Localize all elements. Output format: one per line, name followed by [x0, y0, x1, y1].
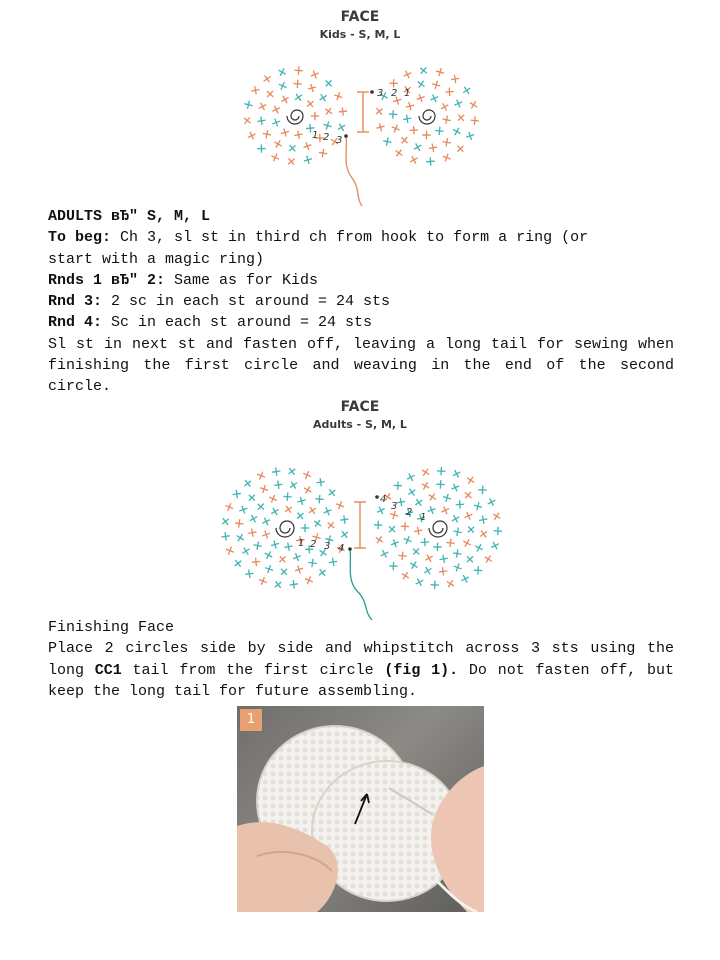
- fasten-off-paragraph: Sl st in next st and fasten off, leaving a long tail for sewing when finishing the first circle and weaving in the end of the second circle.: [48, 335, 674, 396]
- stitch-mark: [389, 79, 398, 88]
- stitch-mark: [270, 152, 281, 163]
- stitch-mark: [245, 569, 254, 578]
- stitch-mark: [234, 532, 246, 544]
- stitch-mark: [478, 515, 488, 525]
- stitch-mark: [259, 484, 270, 495]
- stitch-mark: [301, 524, 309, 532]
- stitch-mark: [405, 101, 415, 111]
- stitch-mark: [382, 137, 392, 147]
- kids-label-left-2: 2: [323, 132, 330, 143]
- stitch-mark: [316, 567, 328, 579]
- rnd-4-line: Rnd 4: Sc in each st around = 24 sts: [48, 314, 373, 332]
- stitch-mark: [251, 557, 260, 566]
- stitch-mark: [470, 116, 479, 125]
- stitch-mark: [255, 501, 267, 513]
- stitch-mark: [316, 477, 325, 486]
- stitch-mark: [420, 538, 429, 547]
- kids-label-left-1: 1: [312, 130, 319, 141]
- stitch-mark: [274, 480, 283, 489]
- stitch-mark: [267, 493, 278, 504]
- stitch-mark: [294, 564, 305, 575]
- stitch-mark: [393, 147, 405, 159]
- stitch-mark: [296, 496, 306, 506]
- stitch-mark: [462, 489, 474, 501]
- stitch-mark: [437, 467, 446, 476]
- stitch-mark: [322, 506, 333, 517]
- kids-label-right-2: 2: [391, 88, 398, 99]
- stitch-mark: [270, 539, 280, 549]
- finishing-paragraph: Place 2 circles side by side and whipstitch across 3 sts using the long CC1 tail from the first circle (fig 1). Do not fasten off, but keep the long tail for future assembling.: [48, 640, 674, 700]
- stitch-mark: [438, 567, 447, 576]
- kids-label-right-1: 1: [404, 88, 411, 99]
- adults-heading: ADULTS вЂ" S, M, L: [48, 208, 211, 225]
- stitch-mark: [412, 141, 423, 152]
- stitch-mark: [379, 548, 390, 559]
- stitch-mark: [445, 87, 454, 96]
- stitch-mark: [415, 78, 427, 90]
- stitch-mark: [386, 523, 398, 535]
- stitch-mark: [428, 143, 438, 153]
- stitch-mark: [399, 134, 411, 146]
- stitch-mark: [463, 510, 474, 521]
- finishing-heading: Finishing Face: [48, 619, 175, 636]
- stitch-mark: [375, 505, 386, 516]
- stitch-mark: [286, 142, 298, 154]
- stitch-mark: [256, 470, 267, 481]
- stitch-mark: [303, 575, 314, 586]
- kids-label-left-3: 3: [336, 135, 343, 146]
- stitch-mark: [461, 537, 472, 548]
- stitch-mark: [451, 468, 462, 479]
- adults-face-diagram: [200, 452, 520, 622]
- stitch-mark: [276, 66, 287, 77]
- stitch-mark: [455, 500, 464, 509]
- stitch-mark: [461, 85, 473, 97]
- stitch-mark: [322, 120, 332, 130]
- stitch-mark: [396, 497, 406, 507]
- stitch-mark: [415, 93, 426, 104]
- stitch-mark: [468, 99, 480, 111]
- stitch-mark: [439, 101, 450, 112]
- stitch-mark: [482, 553, 494, 565]
- stitch-mark: [375, 122, 385, 132]
- stitch-mark: [389, 562, 398, 571]
- stitch-mark: [277, 80, 288, 91]
- stitch-mark: [269, 506, 280, 517]
- stitch-mark: [242, 478, 254, 490]
- stitch-mark: [373, 534, 385, 546]
- adults-label-left-1: 1: [298, 538, 305, 549]
- stitch-mark: [303, 155, 313, 165]
- stitch-mark: [304, 98, 316, 110]
- to-beg-line-2: start with a magic ring): [48, 250, 265, 268]
- stitch-mark: [455, 112, 467, 124]
- stitch-mark: [390, 538, 401, 549]
- stitch-mark: [426, 157, 435, 166]
- stitch-mark: [422, 565, 434, 577]
- stitch-mark: [263, 549, 274, 560]
- stitch-mark: [460, 573, 471, 584]
- stitch-mark: [286, 466, 298, 478]
- kids-right-spiral: [419, 110, 435, 124]
- adults-diagram-title: FACE: [340, 399, 380, 415]
- adults-stitch-marks: [220, 466, 503, 591]
- stitch-mark: [402, 114, 412, 124]
- stitch-mark: [325, 519, 337, 531]
- stitch-mark: [473, 542, 484, 553]
- stitch-mark: [323, 105, 335, 117]
- stitch-mark: [390, 123, 401, 134]
- stitch-mark: [257, 576, 268, 587]
- stitch-mark: [442, 493, 452, 503]
- stitch-mark: [261, 529, 272, 540]
- stitch-mark: [441, 152, 452, 163]
- rnd-3-line: Rnd 3: 2 sc in each st around = 24 sts: [48, 293, 391, 311]
- kids-stitch-marks: [241, 65, 479, 168]
- stitch-mark: [399, 570, 411, 582]
- stitch-mark: [414, 577, 425, 588]
- adults-label-right-1: 1: [420, 512, 427, 523]
- stitch-mark: [315, 495, 324, 504]
- stitch-mark: [453, 98, 464, 109]
- stitch-mark: [431, 80, 441, 90]
- stitch-mark: [413, 497, 425, 509]
- stitch-mark: [294, 510, 306, 522]
- stitch-mark: [285, 156, 297, 168]
- stitch-mark: [408, 559, 420, 571]
- stitch-mark: [433, 543, 442, 552]
- stitch-mark: [278, 566, 290, 578]
- figure-1-photo: [237, 706, 484, 912]
- stitch-mark: [333, 91, 344, 102]
- stitch-mark: [294, 130, 304, 140]
- stitch-mark: [264, 564, 275, 575]
- stitch-mark: [439, 554, 449, 564]
- to-beg-line-1: To beg: Ch 3, sl st in third ch from hook to form a ring (or: [48, 229, 589, 247]
- stitch-mark: [283, 503, 295, 515]
- stitch-mark: [283, 492, 292, 501]
- kids-face-diagram: [230, 50, 500, 210]
- stitch-mark: [271, 117, 282, 128]
- stitch-mark: [413, 526, 423, 536]
- stitch-mark: [409, 126, 418, 135]
- adults-label-left-3: 3: [324, 541, 331, 552]
- adults-instructions: [48, 206, 674, 398]
- stitch-mark: [335, 500, 346, 511]
- photo-illustration: [237, 706, 484, 912]
- stitch-mark: [271, 467, 280, 476]
- stitch-mark: [243, 100, 253, 110]
- stitch-mark: [338, 107, 347, 116]
- adults-tail-yarn: [350, 549, 372, 620]
- stitch-mark: [389, 110, 398, 119]
- stitch-mark: [440, 505, 451, 516]
- stitch-mark: [402, 69, 413, 80]
- stitch-mark: [465, 524, 477, 536]
- adults-label-left-2: 2: [310, 539, 317, 550]
- stitch-mark: [224, 502, 235, 513]
- stitch-mark: [221, 532, 230, 541]
- stitch-mark: [429, 93, 440, 104]
- stitch-mark: [451, 126, 462, 137]
- stitch-mark: [373, 105, 385, 117]
- stitch-mark: [224, 545, 235, 556]
- stitch-mark: [220, 516, 232, 528]
- stitch-mark: [473, 501, 483, 511]
- stitch-mark: [489, 540, 500, 551]
- stitch-mark: [246, 492, 258, 504]
- stitch-mark: [420, 466, 432, 478]
- stitch-mark: [442, 115, 452, 125]
- stitch-mark: [464, 553, 476, 565]
- stitch-mark: [284, 542, 294, 552]
- stitch-mark: [317, 92, 329, 104]
- stitch-mark: [435, 126, 444, 135]
- stitch-mark: [293, 91, 305, 103]
- stitch-mark: [465, 474, 477, 486]
- stitch-mark: [288, 479, 300, 491]
- stitch-mark: [232, 558, 244, 570]
- stitch-mark: [478, 485, 487, 494]
- stitch-mark: [442, 137, 452, 147]
- stitch-mark: [279, 94, 290, 105]
- stitch-mark: [454, 143, 466, 155]
- stitch-mark: [253, 541, 263, 551]
- stitch-mark: [232, 489, 241, 498]
- stitch-mark: [309, 69, 320, 80]
- stitch-mark: [240, 545, 252, 557]
- stitch-mark: [326, 487, 338, 499]
- stitch-mark: [272, 138, 283, 149]
- stitch-mark: [328, 557, 337, 566]
- stitch-mark: [422, 131, 431, 140]
- stitch-mark: [264, 88, 276, 100]
- stitch-mark: [401, 522, 410, 531]
- stitch-mark: [311, 112, 319, 120]
- stitch-mark: [293, 79, 302, 88]
- stitch-mark: [292, 552, 303, 563]
- stitch-mark: [406, 486, 418, 498]
- stitch-mark: [339, 529, 351, 541]
- stitch-mark: [493, 527, 502, 536]
- stitch-mark: [241, 115, 253, 127]
- stitch-mark: [450, 482, 461, 493]
- stitch-mark: [450, 74, 460, 84]
- stitch-mark: [323, 77, 335, 89]
- stitch-mark: [248, 528, 258, 538]
- stitch-mark: [238, 504, 249, 515]
- stitch-mark: [261, 516, 272, 527]
- adults-label-right-4: 4: [380, 494, 387, 505]
- stitch-mark: [393, 481, 402, 490]
- adults-diagram-subtitle: Adults - S, M, L: [313, 418, 407, 431]
- stitch-mark: [306, 505, 318, 517]
- stitch-mark: [257, 101, 268, 112]
- stitch-mark: [302, 141, 313, 152]
- adults-right-spiral: [429, 521, 447, 537]
- stitch-mark: [257, 116, 267, 126]
- stitch-mark: [262, 129, 272, 139]
- stitch-mark: [402, 535, 413, 546]
- stitch-mark: [280, 127, 290, 137]
- stitch-mark: [486, 496, 497, 507]
- adults-label-right-3: 3: [391, 501, 398, 512]
- stitch-mark: [420, 480, 431, 491]
- stitch-mark: [436, 480, 445, 489]
- stitch-mark: [445, 578, 457, 590]
- stitch-mark: [261, 73, 273, 85]
- stitch-mark: [374, 521, 383, 530]
- adults-left-spiral: [276, 521, 294, 537]
- stitch-mark: [430, 580, 439, 589]
- stitch-mark: [418, 65, 430, 77]
- kids-diagram-subtitle: Kids - S, M, L: [319, 28, 401, 41]
- stitch-mark: [302, 470, 313, 481]
- stitch-mark: [307, 83, 317, 93]
- rnds-1-2-line: Rnds 1 вЂ" 2: Same as for Kids: [48, 271, 319, 289]
- stitch-mark: [410, 546, 422, 558]
- stitch-mark: [302, 484, 313, 495]
- finishing-section: [48, 617, 674, 702]
- stitch-mark: [423, 552, 434, 563]
- adults-label-right-2: 2: [406, 507, 413, 518]
- stitch-mark: [312, 518, 324, 530]
- stitch-mark: [478, 528, 490, 540]
- stitch-mark: [465, 131, 476, 142]
- stitch-mark: [426, 491, 438, 503]
- adults-label-left-4: 4: [338, 543, 345, 554]
- stitch-mark: [405, 472, 416, 483]
- stitch-mark: [408, 154, 419, 165]
- stitch-mark: [289, 580, 298, 589]
- kids-label-right-3: 3: [377, 88, 384, 99]
- stitch-mark: [452, 549, 462, 559]
- stitch-mark: [340, 515, 349, 524]
- kids-left-spiral: [287, 110, 303, 124]
- stitch-mark: [453, 527, 463, 537]
- stitch-mark: [318, 148, 328, 158]
- stitch-mark: [308, 558, 317, 567]
- stitch-mark: [248, 513, 259, 524]
- stitch-mark: [435, 67, 445, 77]
- stitch-mark: [272, 579, 284, 591]
- kids-diagram-title: FACE: [340, 9, 380, 25]
- adults-join-stitch: [354, 502, 366, 548]
- stitch-mark: [491, 510, 503, 522]
- stitch-mark: [398, 551, 407, 560]
- figure-label: 1: [240, 709, 262, 731]
- stitch-mark: [336, 122, 348, 134]
- stitch-mark: [250, 85, 260, 95]
- stitch-mark: [426, 505, 437, 516]
- stitch-mark: [446, 538, 455, 547]
- stitch-mark: [235, 519, 244, 528]
- stitch-mark: [294, 66, 303, 75]
- stitch-mark: [257, 144, 266, 153]
- kids-join-stitch: [357, 92, 369, 132]
- stitch-mark: [452, 562, 463, 573]
- stitch-mark: [450, 513, 461, 524]
- stitch-mark: [277, 553, 289, 565]
- stitch-mark: [474, 566, 483, 575]
- kids-tail-yarn: [346, 136, 362, 206]
- stitch-mark: [246, 130, 257, 141]
- stitch-mark: [271, 104, 282, 115]
